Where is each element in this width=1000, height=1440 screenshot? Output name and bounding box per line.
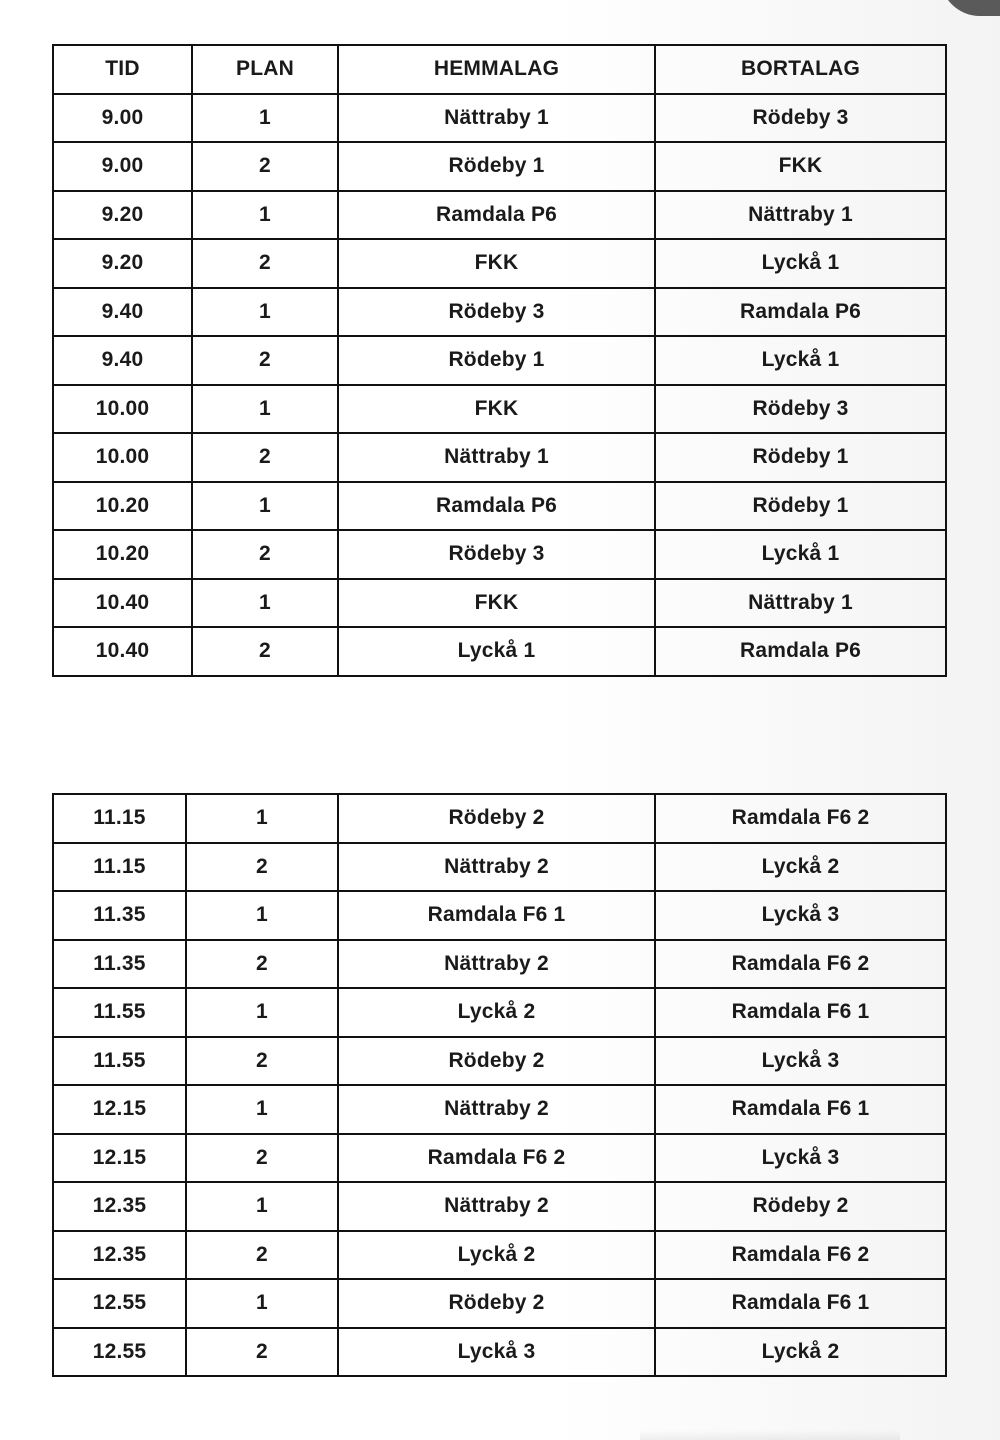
table-row [53, 336, 946, 385]
table-row [53, 433, 946, 482]
header-home: HEMMALAG [338, 45, 655, 94]
away-team: Rödeby 1 [655, 482, 946, 531]
home-team: Ramdala P6 [338, 191, 655, 240]
away-team: Lyckå 1 [655, 530, 946, 579]
match-field: 1 [192, 94, 338, 143]
home-team: Rödeby 3 [338, 530, 655, 579]
away-team: Lyckå 1 [655, 239, 946, 288]
table-row [53, 142, 946, 191]
home-team: Ramdala P6 [338, 482, 655, 531]
match-field: 2 [186, 1134, 338, 1183]
match-time: 12.55 [53, 1279, 186, 1328]
match-field: 1 [192, 385, 338, 434]
away-team: Ramdala F6 2 [655, 940, 946, 989]
table-row [53, 191, 946, 240]
home-team: Ramdala F6 1 [338, 891, 655, 940]
match-field: 2 [186, 940, 338, 989]
away-team: Ramdala F6 2 [655, 794, 946, 843]
bottom-shadow [640, 1430, 900, 1440]
away-team: Lyckå 1 [655, 336, 946, 385]
table-row [53, 843, 946, 892]
table-row [53, 988, 946, 1037]
table-row [53, 1231, 946, 1280]
match-time: 9.00 [53, 142, 192, 191]
match-field: 2 [192, 530, 338, 579]
away-team: Lyckå 3 [655, 891, 946, 940]
match-time: 9.00 [53, 94, 192, 143]
match-time: 11.15 [53, 843, 186, 892]
match-time: 10.40 [53, 579, 192, 628]
match-field: 2 [186, 1328, 338, 1377]
away-team: Nättraby 1 [655, 191, 946, 240]
schedule-table-session-2 [52, 793, 947, 1377]
home-team: FKK [338, 385, 655, 434]
match-field: 1 [186, 1279, 338, 1328]
match-time: 11.15 [53, 794, 186, 843]
match-time: 12.35 [53, 1231, 186, 1280]
match-field: 2 [186, 1037, 338, 1086]
home-team: Nättraby 2 [338, 1085, 655, 1134]
away-team: Lyckå 2 [655, 843, 946, 892]
table-row [53, 239, 946, 288]
table-row [53, 94, 946, 143]
table-row [53, 1279, 946, 1328]
match-field: 2 [192, 627, 338, 676]
table-row [53, 891, 946, 940]
match-field: 1 [186, 1085, 338, 1134]
home-team: FKK [338, 579, 655, 628]
away-team: Rödeby 2 [655, 1182, 946, 1231]
home-team: Rödeby 2 [338, 1037, 655, 1086]
away-team: Ramdala F6 1 [655, 1085, 946, 1134]
match-time: 11.55 [53, 1037, 186, 1086]
match-time: 10.20 [53, 482, 192, 531]
away-team: Ramdala P6 [655, 288, 946, 337]
home-team: Rödeby 2 [338, 1279, 655, 1328]
match-field: 1 [186, 891, 338, 940]
match-field: 1 [186, 988, 338, 1037]
match-time: 10.00 [53, 385, 192, 434]
match-field: 2 [192, 336, 338, 385]
table-row [53, 579, 946, 628]
table-row [53, 530, 946, 579]
match-time: 10.40 [53, 627, 192, 676]
away-team: Ramdala F6 1 [655, 988, 946, 1037]
table-row [53, 794, 946, 843]
table-row [53, 288, 946, 337]
home-team: Nättraby 2 [338, 1182, 655, 1231]
table-row [53, 1085, 946, 1134]
away-team: Rödeby 3 [655, 94, 946, 143]
table-row [53, 482, 946, 531]
away-team: Nättraby 1 [655, 579, 946, 628]
match-time: 12.15 [53, 1134, 186, 1183]
table-row [53, 1134, 946, 1183]
match-time: 9.20 [53, 191, 192, 240]
home-team: Rödeby 1 [338, 336, 655, 385]
home-team: Nättraby 1 [338, 433, 655, 482]
match-field: 1 [192, 579, 338, 628]
table-row [53, 627, 946, 676]
match-time: 9.40 [53, 336, 192, 385]
match-field: 1 [192, 191, 338, 240]
home-team: FKK [338, 239, 655, 288]
match-field: 2 [186, 843, 338, 892]
home-team: Rödeby 1 [338, 142, 655, 191]
home-team: Rödeby 3 [338, 288, 655, 337]
match-field: 2 [186, 1231, 338, 1280]
match-time: 9.40 [53, 288, 192, 337]
match-time: 11.35 [53, 891, 186, 940]
header-row [53, 45, 946, 94]
header-field: PLAN [192, 45, 338, 94]
away-team: Lyckå 2 [655, 1328, 946, 1377]
schedule-table-session-1 [52, 44, 947, 677]
home-team: Nättraby 2 [338, 940, 655, 989]
away-team: Ramdala F6 1 [655, 1279, 946, 1328]
match-field: 1 [186, 794, 338, 843]
table-row [53, 1037, 946, 1086]
away-team: Lyckå 3 [655, 1037, 946, 1086]
session-2-rows [53, 794, 946, 1376]
home-team: Lyckå 2 [338, 1231, 655, 1280]
match-time: 12.35 [53, 1182, 186, 1231]
home-team: Nättraby 1 [338, 94, 655, 143]
match-time: 11.55 [53, 988, 186, 1037]
away-team: Lyckå 3 [655, 1134, 946, 1183]
match-time: 10.20 [53, 530, 192, 579]
match-time: 12.15 [53, 1085, 186, 1134]
away-team: Ramdala F6 2 [655, 1231, 946, 1280]
away-team: Ramdala P6 [655, 627, 946, 676]
table-row [53, 1328, 946, 1377]
match-field: 2 [192, 142, 338, 191]
table-row [53, 940, 946, 989]
home-team: Nättraby 2 [338, 843, 655, 892]
session-1-rows [53, 94, 946, 676]
match-field: 1 [186, 1182, 338, 1231]
header-away: BORTALAG [655, 45, 946, 94]
match-time: 9.20 [53, 239, 192, 288]
match-time: 11.35 [53, 940, 186, 989]
away-team: FKK [655, 142, 946, 191]
table-row [53, 385, 946, 434]
match-field: 2 [192, 239, 338, 288]
home-team: Lyckå 2 [338, 988, 655, 1037]
away-team: Rödeby 1 [655, 433, 946, 482]
match-field: 1 [192, 288, 338, 337]
header-time: TID [53, 45, 192, 94]
home-team: Ramdala F6 2 [338, 1134, 655, 1183]
home-team: Lyckå 1 [338, 627, 655, 676]
home-team: Lyckå 3 [338, 1328, 655, 1377]
match-time: 10.00 [53, 433, 192, 482]
match-field: 1 [192, 482, 338, 531]
table-row [53, 1182, 946, 1231]
match-time: 12.55 [53, 1328, 186, 1377]
home-team: Rödeby 2 [338, 794, 655, 843]
match-field: 2 [192, 433, 338, 482]
away-team: Rödeby 3 [655, 385, 946, 434]
